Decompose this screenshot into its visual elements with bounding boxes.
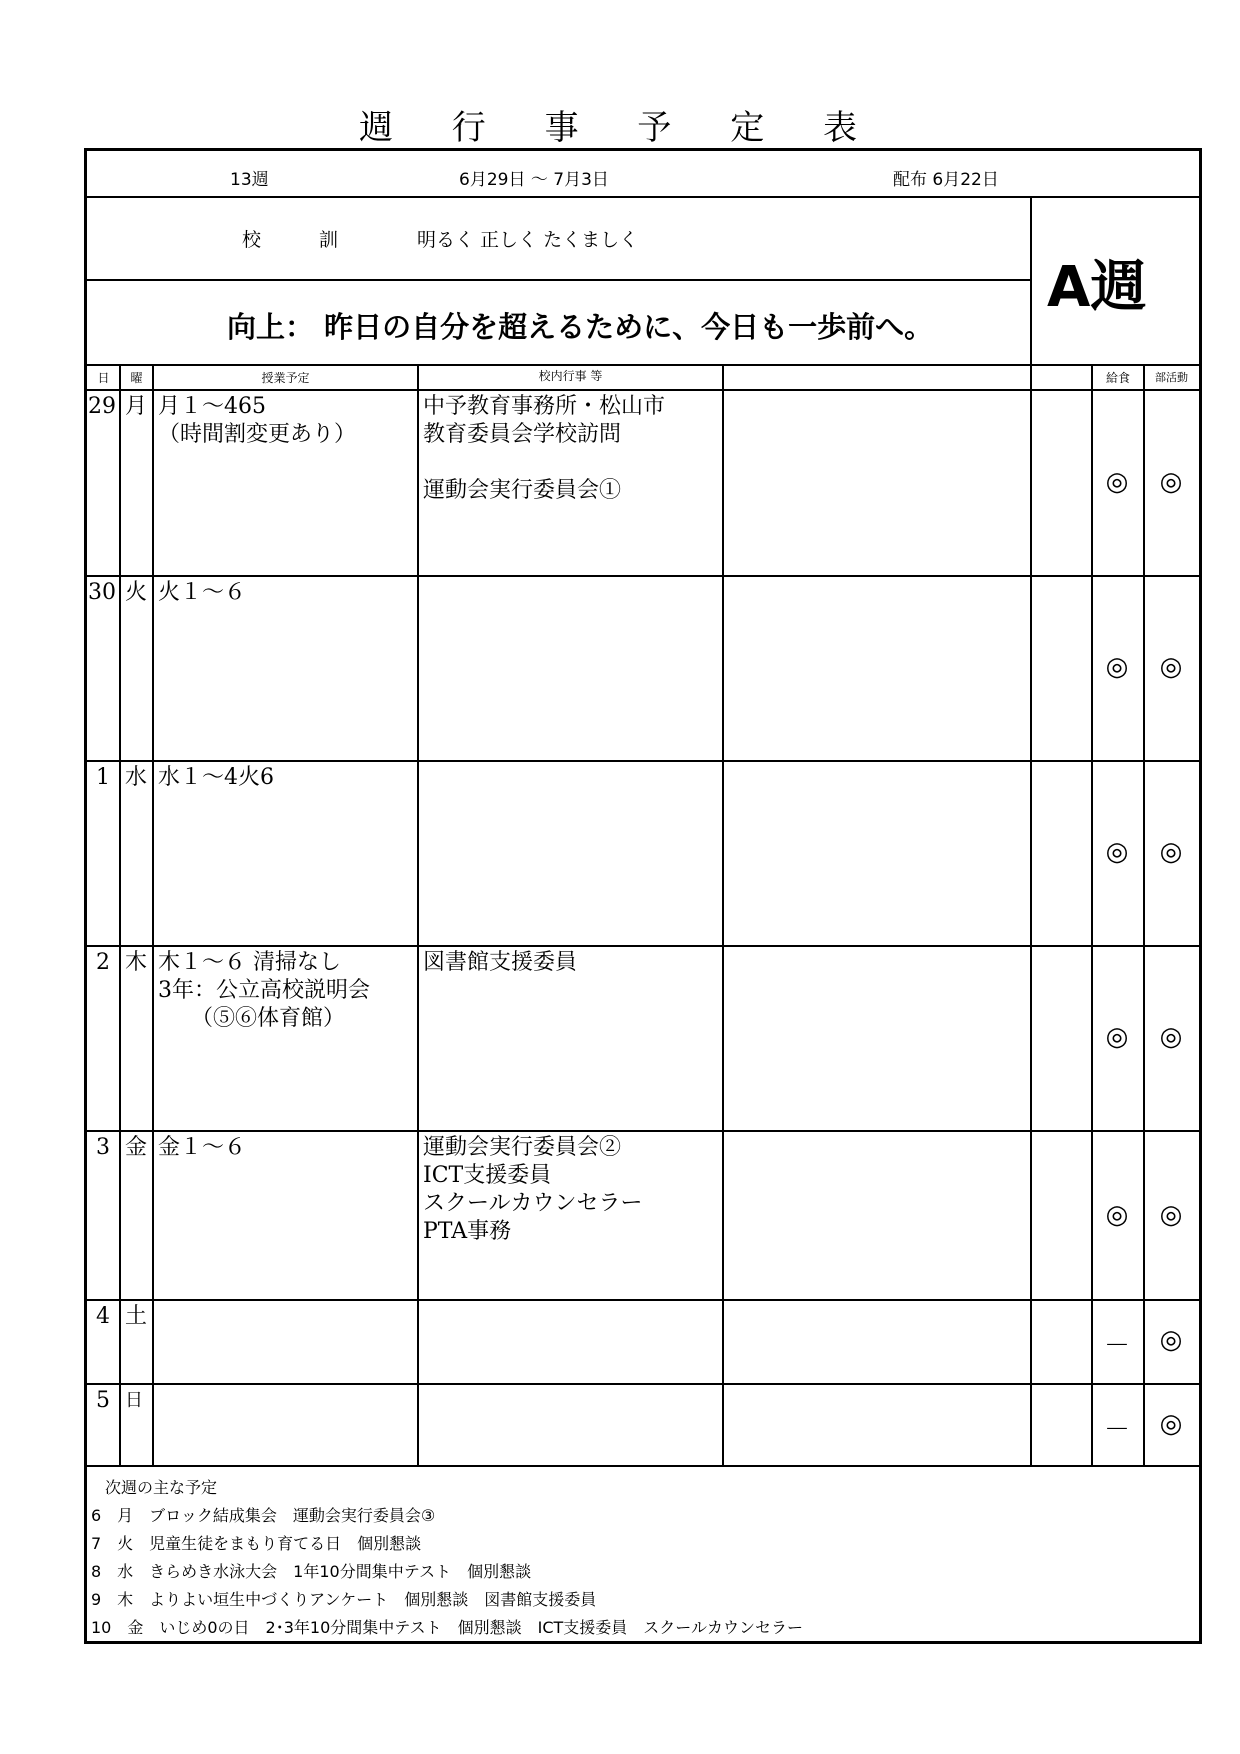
motto-text: 明るく 正しく たくましく — [417, 229, 639, 251]
row-weekday: 木 — [125, 950, 148, 975]
distribution-date: 配布 6月22日 — [893, 170, 999, 190]
row-lessons: 水１～4火6 — [158, 765, 274, 790]
row-weekday: 水 — [125, 765, 148, 790]
row-events: 運動会実行委員会② ICT支援委員 スクールカウンセラー PTA事務 — [423, 1135, 643, 1244]
row-day: 4 — [96, 1304, 110, 1329]
row-lunch: ◎ — [1105, 467, 1129, 497]
row-lessons: 木１～６ 清掃なし 3年：公立高校説明会 （⑤⑥体育館） — [158, 950, 370, 1031]
motto-label: 校 訓 — [242, 229, 365, 251]
row-events: 中予教育事務所・松山市 教育委員会学校訪問 運動会実行委員会① — [423, 394, 666, 503]
next-week-item: 9 木 よりよい垣生中づくりアンケート 個別懇談 図書館支援委員 — [91, 1590, 597, 1609]
row-weekday: 金 — [125, 1135, 148, 1160]
col-lunch: 給食 — [1105, 371, 1130, 385]
row-lunch: ◎ — [1105, 837, 1129, 867]
row-club: ◎ — [1159, 1409, 1183, 1439]
next-week-item: 6 月 ブロック結成集会 運動会実行委員会③ — [91, 1506, 436, 1525]
row-weekday: 月 — [125, 394, 148, 419]
row-day: 5 — [96, 1388, 110, 1413]
row-day: 29 — [88, 394, 116, 419]
col-events: 校内行事 等 — [538, 369, 603, 383]
row-lunch: ◎ — [1105, 652, 1129, 682]
row-lessons: 月１～465 （時間割変更あり） — [158, 394, 357, 447]
row-club: ◎ — [1159, 1022, 1183, 1052]
row-lunch: ◎ — [1105, 1022, 1129, 1052]
row-events: 図書館支援委員 — [423, 950, 578, 975]
next-week-heading: 次週の主な予定 — [105, 1478, 218, 1497]
next-week-item: 10 金 いじめ0の日 2･3年10分間集中テスト 個別懇談 ICT支援委員 スクールカウンセラー — [91, 1618, 803, 1637]
row-day: 2 — [96, 950, 110, 975]
col-weekday: 曜 — [130, 371, 143, 385]
row-day: 30 — [88, 580, 116, 605]
row-lunch: － — [1103, 1331, 1130, 1361]
weekly-theme: 向上： 昨日の自分を超えるために、今日も一歩前へ。 — [227, 310, 934, 344]
next-week-item: 7 火 児童生徒をまもり育てる日 個別懇談 — [91, 1534, 422, 1553]
col-club: 部活動 — [1155, 371, 1188, 384]
row-weekday: 日 — [125, 1390, 143, 1411]
row-weekday: 土 — [125, 1304, 148, 1329]
row-lunch: － — [1103, 1415, 1130, 1445]
row-club: ◎ — [1159, 652, 1183, 682]
col-lessons: 授業予定 — [261, 371, 310, 385]
row-club: ◎ — [1159, 1200, 1183, 1230]
next-week-item: 8 水 きらめき水泳大会 1年10分間集中テスト 個別懇談 — [91, 1562, 532, 1581]
row-lessons: 金１～６ — [158, 1135, 247, 1160]
document-title: 週 行 事 予 定 表 — [358, 108, 882, 148]
week-number: 13週 — [230, 170, 269, 190]
row-lessons: 火１～６ — [158, 580, 247, 605]
row-day: 3 — [96, 1135, 110, 1160]
row-lunch: ◎ — [1105, 1200, 1129, 1230]
row-club: ◎ — [1159, 467, 1183, 497]
schedule-table — [84, 148, 1202, 1644]
row-club: ◎ — [1159, 837, 1183, 867]
row-day: 1 — [96, 765, 110, 790]
week-period: 6月29日 ～ 7月3日 — [459, 170, 609, 190]
row-club: ◎ — [1159, 1325, 1183, 1355]
week-type-badge: A週 — [1047, 255, 1147, 320]
row-weekday: 火 — [125, 580, 148, 605]
col-day: 日 — [97, 371, 110, 385]
